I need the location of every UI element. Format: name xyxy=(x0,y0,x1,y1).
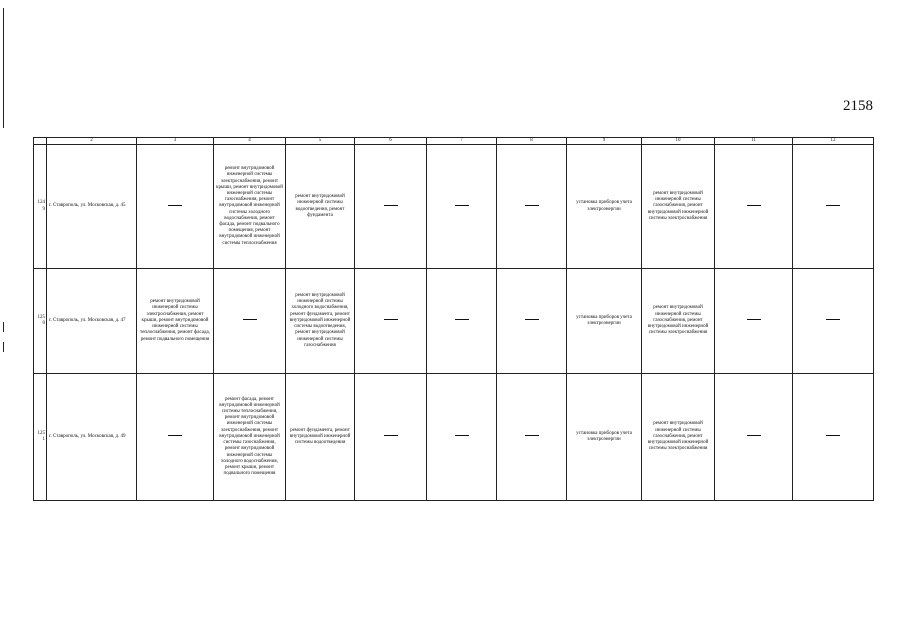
column-header: 2 xyxy=(47,138,137,145)
column-header: 4 xyxy=(214,138,286,145)
empty-cell xyxy=(715,145,793,269)
column-header: 3 xyxy=(137,138,214,145)
empty-cell xyxy=(793,269,874,374)
table-row xyxy=(34,374,874,501)
column-header: 5 xyxy=(286,138,355,145)
works-register-table xyxy=(33,137,874,501)
meter-cell: установка приборов учета электроэнергии xyxy=(567,145,642,269)
dash-mark xyxy=(384,319,398,320)
left-margin-mark xyxy=(3,322,4,332)
dash-mark xyxy=(826,319,840,320)
works-cell: ремонт внутридомовой инженерной системы водоотведения, ремонт фундамента xyxy=(286,145,355,269)
dash-mark xyxy=(826,205,840,206)
column-number-row xyxy=(34,138,874,145)
dash-mark xyxy=(747,435,761,436)
column-header: 8 xyxy=(497,138,567,145)
dash-mark xyxy=(168,435,182,436)
dash-mark xyxy=(384,205,398,206)
address-cell: г. Ставрополь, ул. Московская, д. 45 xyxy=(47,145,137,269)
meter-cell: установка приборов учета электроэнергии xyxy=(567,374,642,501)
column-header: 11 xyxy=(715,138,793,145)
works-cell: ремонт внутридомовой инженерной системы электроснабжения, ремонт крыши, ремонт внутридомовой инженерной системы газоснабжения, ремонт внутридомовой инженерной системы холодного водоснабжения, ремонт фасада, ремонт подвального помещения, ремонт внутридомовой инженерной системы теплоснабжения xyxy=(214,145,286,269)
dash-mark xyxy=(168,205,182,206)
works-cell: ремонт внутридомовой инженерной системы холодного водоснабжения, ремонт фундамента, ремонт внутридомовой инженерной системы водоотведения, ремонт внутридомовой инженерной системы газоснабжения xyxy=(286,269,355,374)
dash-mark xyxy=(455,435,469,436)
dash-mark xyxy=(384,435,398,436)
row-number: 1251 xyxy=(34,374,47,501)
dash-mark xyxy=(525,319,539,320)
empty-cell xyxy=(137,374,214,501)
left-margin-mark-2 xyxy=(3,342,4,352)
row-number: 1249 xyxy=(34,145,47,269)
empty-cell xyxy=(497,269,567,374)
row-number: 1250 xyxy=(34,269,47,374)
dash-mark xyxy=(525,435,539,436)
empty-cell xyxy=(793,145,874,269)
page-number: 2158 xyxy=(843,98,873,114)
works-cell: ремонт внутридомовой инженерной системы газоснабжения, ремонт внутридомовой инженерной системы электроснабжения xyxy=(642,145,715,269)
table-row xyxy=(34,269,874,374)
column-header: 9 xyxy=(567,138,642,145)
table-row xyxy=(34,145,874,269)
empty-cell xyxy=(427,374,497,501)
empty-cell xyxy=(355,374,427,501)
empty-cell xyxy=(214,269,286,374)
empty-cell xyxy=(137,145,214,269)
dash-mark xyxy=(455,205,469,206)
column-header: 6 xyxy=(355,138,427,145)
works-cell: ремонт внутридомовой инженерной системы газоснабжения, ремонт внутридомовой инженерной системы электроснабжения xyxy=(642,269,715,374)
works-cell: ремонт внутридомовой инженерной системы газоснабжения, ремонт внутридомовой инженерной системы электроснабжения xyxy=(642,374,715,501)
empty-cell xyxy=(355,145,427,269)
dash-mark xyxy=(826,435,840,436)
works-cell: ремонт фасада, ремонт внутридомовой инженерной системы теплоснабжения, ремонт внутридомовой инженерной системы электроснабжения, ремонт внутридомовой инженерной системы газоснабжения, ремонт внутридомовой инженерной системы холодного водоснабжения, ремонт крыши, ремонт подвального помещения xyxy=(214,374,286,501)
dash-mark xyxy=(747,319,761,320)
empty-cell xyxy=(355,269,427,374)
column-header: 10 xyxy=(642,138,715,145)
empty-cell xyxy=(497,145,567,269)
left-margin-line xyxy=(3,8,4,128)
works-cell: ремонт внутридомовой инженерной системы электроснабжения, ремонт крыши, ремонт внутридомовой инженерной системы теплоснабжения, ремонт фасада, ремонт подвального помещения xyxy=(137,269,214,374)
dash-mark xyxy=(525,205,539,206)
dash-mark xyxy=(747,205,761,206)
empty-cell xyxy=(715,374,793,501)
empty-cell xyxy=(427,269,497,374)
column-header: 12 xyxy=(793,138,874,145)
works-cell: ремонт фундамента, ремонт внутридомовой инженерной системы водоотведения xyxy=(286,374,355,501)
empty-cell xyxy=(497,374,567,501)
empty-cell xyxy=(427,145,497,269)
empty-cell xyxy=(793,374,874,501)
column-header: 7 xyxy=(427,138,497,145)
column-header xyxy=(34,138,47,145)
empty-cell xyxy=(715,269,793,374)
meter-cell: установка приборов учета электроэнергии xyxy=(567,269,642,374)
address-cell: г. Ставрополь, ул. Московская, д. 49 xyxy=(47,374,137,501)
dash-mark xyxy=(243,319,257,320)
dash-mark xyxy=(455,319,469,320)
address-cell: г. Ставрополь, ул. Московская, д. 47 xyxy=(47,269,137,374)
